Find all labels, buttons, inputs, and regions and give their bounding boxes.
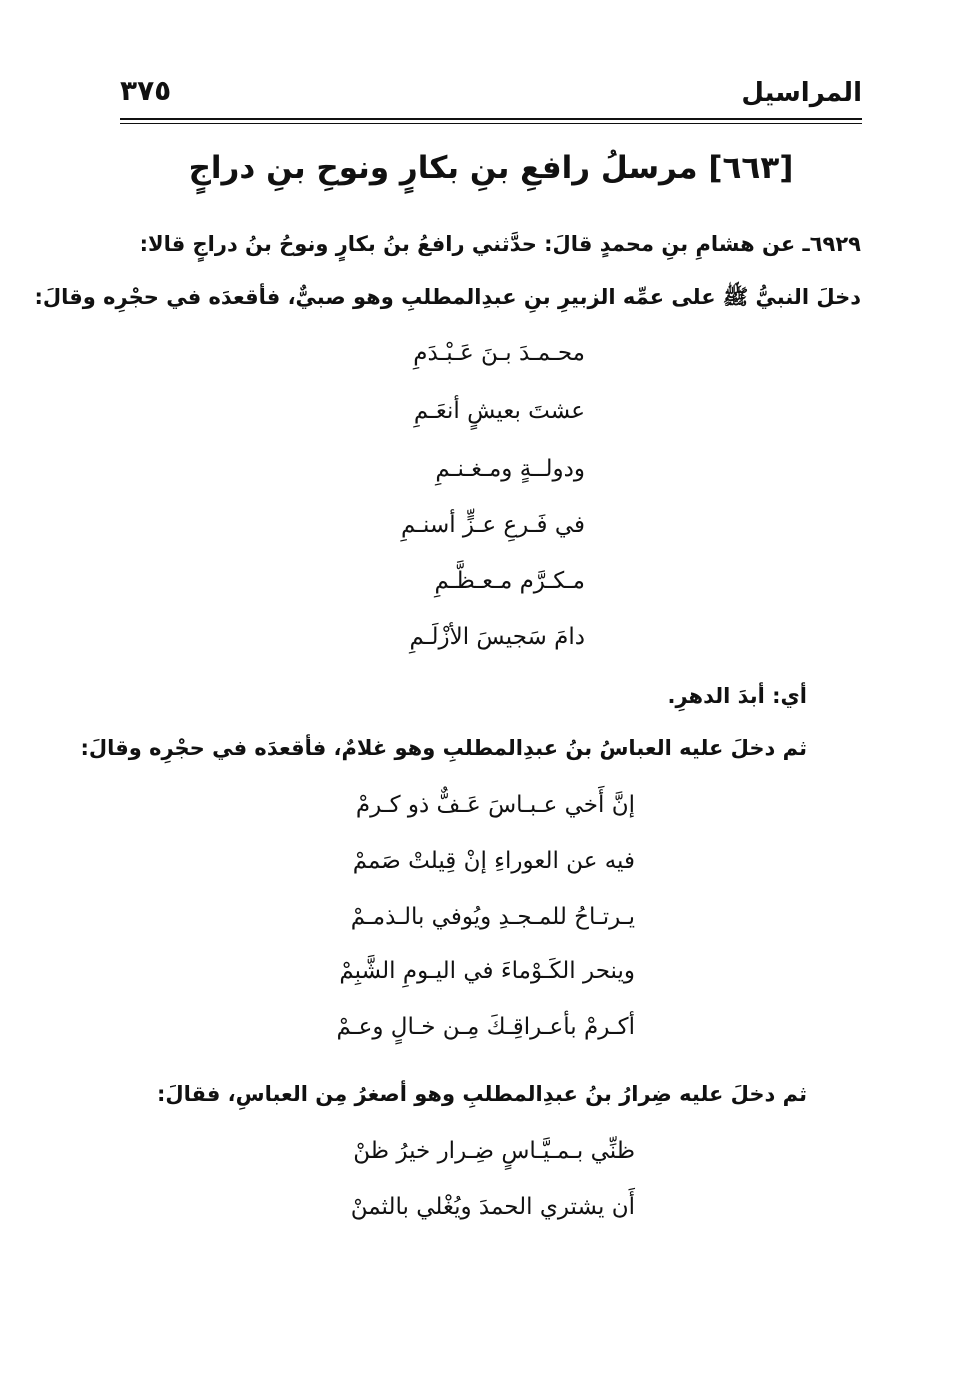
hadith-line-1: ٦٩٢٩ـ عن هشامِ بنِ محمدٍ قالَ: حدَّثني رافعُ بنُ بكارٍ ونوحُ بنُ دراجٍ قالا:: [139, 232, 861, 256]
poem-line: أَن يشتري الحمدَ ويُغْلي بالثمنْ: [350, 1194, 635, 1220]
poem-line: عشتَ بعيشٍ أنعَـمِ: [413, 398, 585, 424]
running-title: المراسيل: [741, 78, 862, 108]
poem-line: دامَ سَجيسَ الأزْلَـمِ: [409, 624, 585, 650]
poem-3: [315, 1138, 635, 1248]
poem-line: يـرتـاحُ للمـجـدِ ويُوفي بالـذمـمْ: [350, 904, 635, 930]
chapter-title: [٦٦٣] مرسلُ رافعِ بنِ بكارٍ ونوحِ بنِ دراجٍ: [188, 150, 794, 186]
poem-line: وينحر الكَـوْماءَ في اليـومِ الشَّبِمْ: [339, 958, 635, 984]
narration-3: ثم دخلَ عليه ضِرارُ بنُ عبدِالمطلبِ وهو أصغرُ مِن العباسِ، فقالَ:: [156, 1082, 807, 1106]
poem-line: مـكـرَّم مـعـظَّـمِ: [434, 568, 585, 594]
poem-2: [315, 792, 635, 1062]
poem-line: أكـرمْ بأعـراقِـكَ مِـن خـالٍ وعـمْ: [336, 1014, 635, 1040]
poem-line: ودولــةٍ ومـغـنـمِ: [435, 456, 585, 482]
poem-line: محـمـدَ بـنَ عَـبْـدَمِ: [413, 340, 585, 366]
header-rule-thin: [120, 123, 862, 124]
poem-1: [365, 340, 585, 670]
narration-2: ثم دخلَ عليه العباسُ بنُ عبدِالمطلبِ وهو غلامٌ، فأقعدَه في حجْرِه وقالَ:: [80, 736, 807, 760]
hadith-line-2: دخلَ النبيُّ ﷺ على عمِّه الزبيرِ بنِ عبدِالمطلبِ وهو صبيٌّ، فأقعدَه في حجْرِه وقالَ:: [34, 285, 861, 309]
poem-line: ظنِّي بـمـيَّـاسٍ ضِـرار خيرُ ظنْ: [353, 1138, 635, 1164]
explanation: أي: أبدَ الدهرِ.: [667, 684, 807, 708]
poem-line: إنَّ أَخي عـبـاسَ عَـفٌّ ذو كـرمْ: [355, 792, 635, 818]
poem-line: في فَـرعِ عـزٍّ أسنـمِ: [400, 512, 585, 538]
page-number: ٣٧٥: [120, 74, 172, 107]
poem-line: فيه عن العوراءِ إنْ قِيلتْ صَممْ: [352, 848, 635, 874]
page-header: [120, 72, 862, 116]
header-rule: [120, 118, 862, 120]
